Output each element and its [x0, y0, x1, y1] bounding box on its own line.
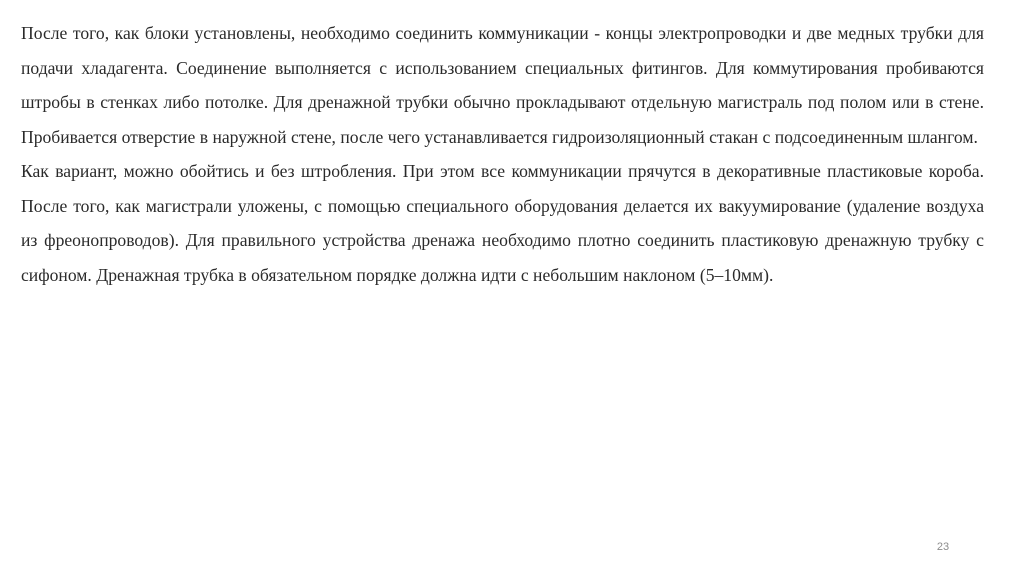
paragraph-installation-communications: После того, как блоки установлены, необходимо соединить коммуникации - концы электропроводки и две медных трубки для подачи хладагента. Соединение выполняется с использованием специальных фитингов. Для коммутирования пробиваются штробы в стенках либо потолке. Для дренажной трубки обычно прокладывают отдельную магистраль под полом или в стене. Пробивается отверстие в наружной стене, после чего устанавливается гидроизоляционный стакан с подсоединенным шлангом. — [21, 23, 984, 147]
page-number: 23 — [936, 541, 950, 553]
slide-body-text — [21, 16, 984, 292]
paragraph-alternative-without-chasing: Как вариант, можно обойтись и без штробления. При этом все коммуникации прячутся в декоративные пластиковые короба. После того, как магистрали уложены, с помощью специального оборудования делается их вакуумирование (удаление воздуха из фреонопроводов). Для правильного устройства дренажа необходимо плотно соединить пластиковую дренажную трубку с сифоном. Дренажная трубка в обязательном порядке должна идти с небольшим наклоном (5–10мм). — [21, 161, 984, 285]
